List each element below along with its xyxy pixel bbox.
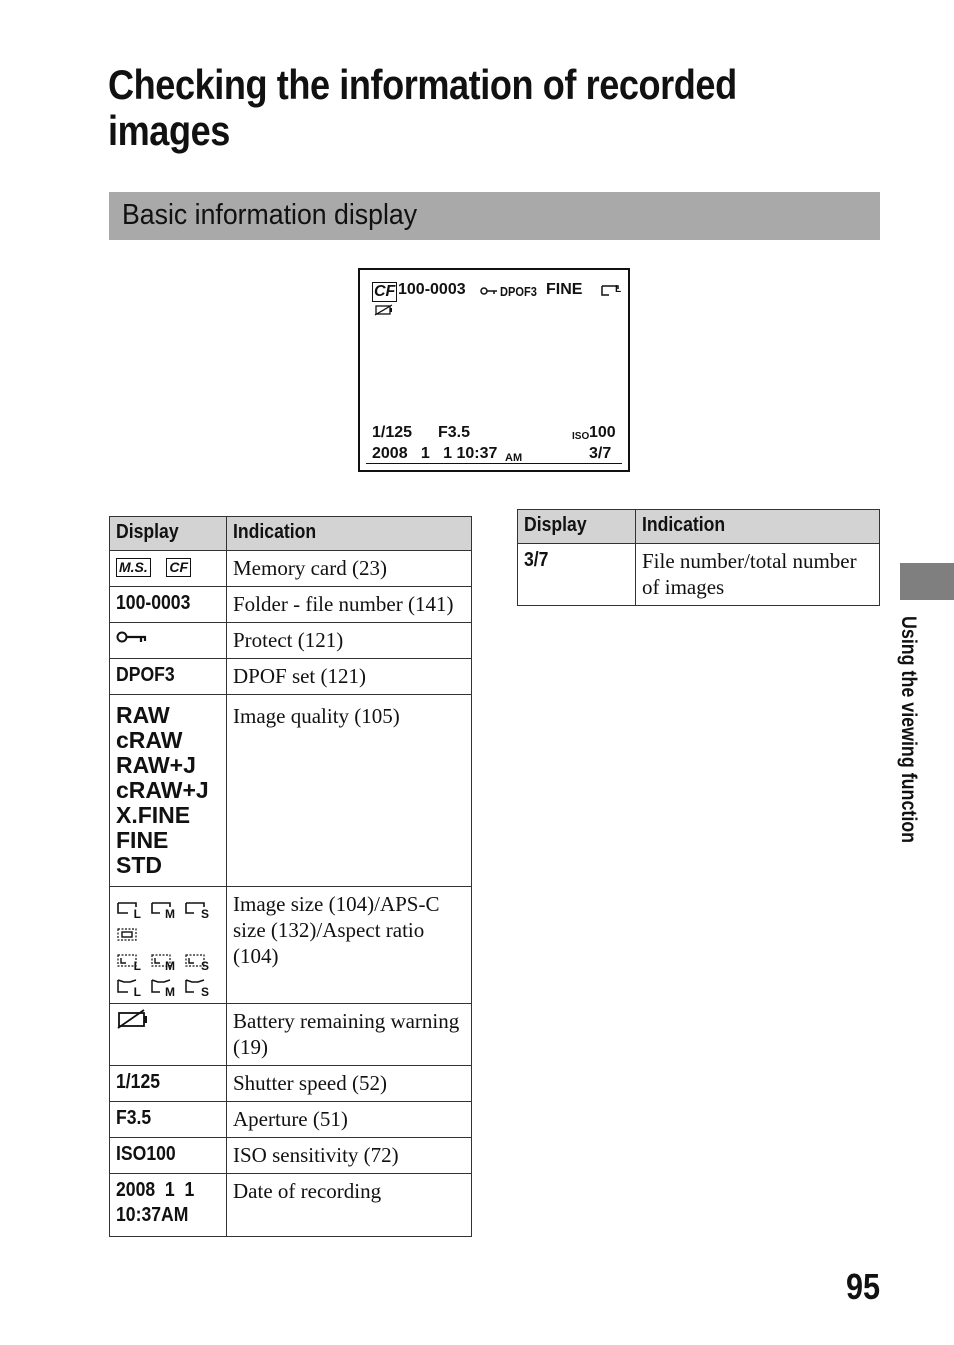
indication-cell: Battery remaining warning (19) bbox=[227, 1004, 472, 1066]
size-small-icon: S bbox=[184, 899, 206, 917]
lcd-iso-prefix: ISO bbox=[572, 431, 590, 442]
indication-cell: Memory card (23) bbox=[227, 551, 472, 587]
display-cell bbox=[110, 623, 227, 659]
lcd-dpof: DPOF3 bbox=[500, 284, 537, 299]
table-header-row bbox=[518, 510, 880, 544]
table-row bbox=[110, 1102, 472, 1138]
chapter-side-label: Using the viewing function bbox=[897, 616, 920, 844]
quality-raw-j: RAW+J bbox=[116, 752, 196, 778]
table-row bbox=[110, 1066, 472, 1102]
table-row bbox=[110, 587, 472, 623]
quality-craw: cRAW bbox=[116, 727, 183, 753]
table-row bbox=[110, 551, 472, 587]
size-medium-icon: M bbox=[150, 899, 172, 917]
lcd-time-suffix: AM bbox=[505, 452, 523, 464]
table-row bbox=[110, 1174, 472, 1237]
lcd-folder-file: 100-0003 bbox=[398, 281, 466, 298]
indication-cell: File number/total number of images bbox=[636, 544, 880, 606]
quality-xfine: X.FINE bbox=[116, 802, 191, 828]
lcd-count: 3/7 bbox=[589, 445, 612, 462]
lcd-protect-icon bbox=[480, 286, 498, 296]
table-row bbox=[110, 695, 472, 887]
section-title: Basic information display bbox=[122, 199, 418, 231]
page-number: 95 bbox=[846, 1266, 881, 1307]
display-cell: 1/125 bbox=[110, 1066, 227, 1102]
page-title: Checking the information of recorded images bbox=[108, 61, 737, 154]
lcd-iso-value: 100 bbox=[589, 424, 616, 441]
size-icons-row-apsc-sizes bbox=[116, 943, 220, 973]
apsc-icon bbox=[116, 925, 138, 943]
memory-stick-icon: M.S. bbox=[116, 558, 151, 577]
protect-key-icon bbox=[116, 629, 148, 645]
indication-cell: Image size (104)/APS-C size (132)/Aspect ratio (104) bbox=[227, 887, 472, 1004]
chapter-tab-marker bbox=[900, 563, 954, 600]
header-indication: Indication bbox=[227, 517, 472, 551]
table-header-row bbox=[110, 517, 472, 551]
cf-card-icon: CF bbox=[166, 558, 191, 577]
header-display: Display bbox=[110, 517, 227, 551]
display-indication-table-2 bbox=[517, 509, 880, 606]
quality-craw-j: cRAW+J bbox=[116, 777, 209, 803]
display-cell bbox=[110, 695, 227, 887]
lcd-shutter: 1/125 bbox=[372, 424, 413, 441]
battery-warning-icon bbox=[116, 1008, 150, 1030]
lcd-size-letter: L bbox=[615, 284, 622, 295]
section-header bbox=[109, 192, 880, 240]
table-row bbox=[110, 1004, 472, 1066]
lcd-battery-warning-icon bbox=[374, 304, 394, 316]
lcd-aperture: F3.5 bbox=[438, 424, 471, 441]
display-cell: ISO100 bbox=[110, 1138, 227, 1174]
display-cell: 2008 1 1 10:37AM bbox=[110, 1174, 227, 1237]
indication-cell: Date of recording bbox=[227, 1174, 472, 1237]
display-cell: DPOF3 bbox=[110, 659, 227, 695]
display-cell bbox=[110, 551, 227, 587]
indication-cell: Protect (121) bbox=[227, 623, 472, 659]
table-row bbox=[518, 544, 880, 606]
display-cell: 100-0003 bbox=[110, 587, 227, 623]
aspect-small-icon: S bbox=[184, 977, 206, 995]
display-indication-table bbox=[109, 516, 472, 1237]
indication-cell: Image quality (105) bbox=[227, 695, 472, 887]
quality-std: STD bbox=[116, 852, 162, 878]
indication-cell: Folder - file number (141) bbox=[227, 587, 472, 623]
lcd-quality: FINE bbox=[546, 281, 583, 298]
indication-cell: Aperture (51) bbox=[227, 1102, 472, 1138]
display-cell bbox=[110, 1004, 227, 1066]
indication-cell: ISO sensitivity (72) bbox=[227, 1138, 472, 1174]
apsc-large-icon: L bbox=[116, 951, 138, 969]
header-indication: Indication bbox=[636, 510, 880, 544]
indication-cell: Shutter speed (52) bbox=[227, 1066, 472, 1102]
lcd-date: 2008 1 1 10:37 bbox=[372, 445, 498, 462]
quality-fine: FINE bbox=[116, 827, 169, 853]
table-row bbox=[110, 623, 472, 659]
display-cell bbox=[110, 887, 227, 1004]
quality-raw: RAW bbox=[116, 702, 170, 728]
table-row bbox=[110, 887, 472, 1004]
display-cell: 3/7 bbox=[518, 544, 636, 606]
table-row bbox=[110, 1138, 472, 1174]
size-icons-row-standard bbox=[116, 891, 220, 921]
display-cell: F3.5 bbox=[110, 1102, 227, 1138]
lcd-screen-illustration bbox=[358, 268, 630, 472]
aspect-large-icon: L bbox=[116, 977, 138, 995]
apsc-medium-icon: M bbox=[150, 951, 172, 969]
apsc-small-icon: S bbox=[184, 951, 206, 969]
header-display: Display bbox=[518, 510, 636, 544]
indication-cell: DPOF set (121) bbox=[227, 659, 472, 695]
lcd-card-icon: CF bbox=[374, 283, 396, 300]
size-large-icon: L bbox=[116, 899, 138, 917]
table-row bbox=[110, 659, 472, 695]
aspect-medium-icon: M bbox=[150, 977, 172, 995]
